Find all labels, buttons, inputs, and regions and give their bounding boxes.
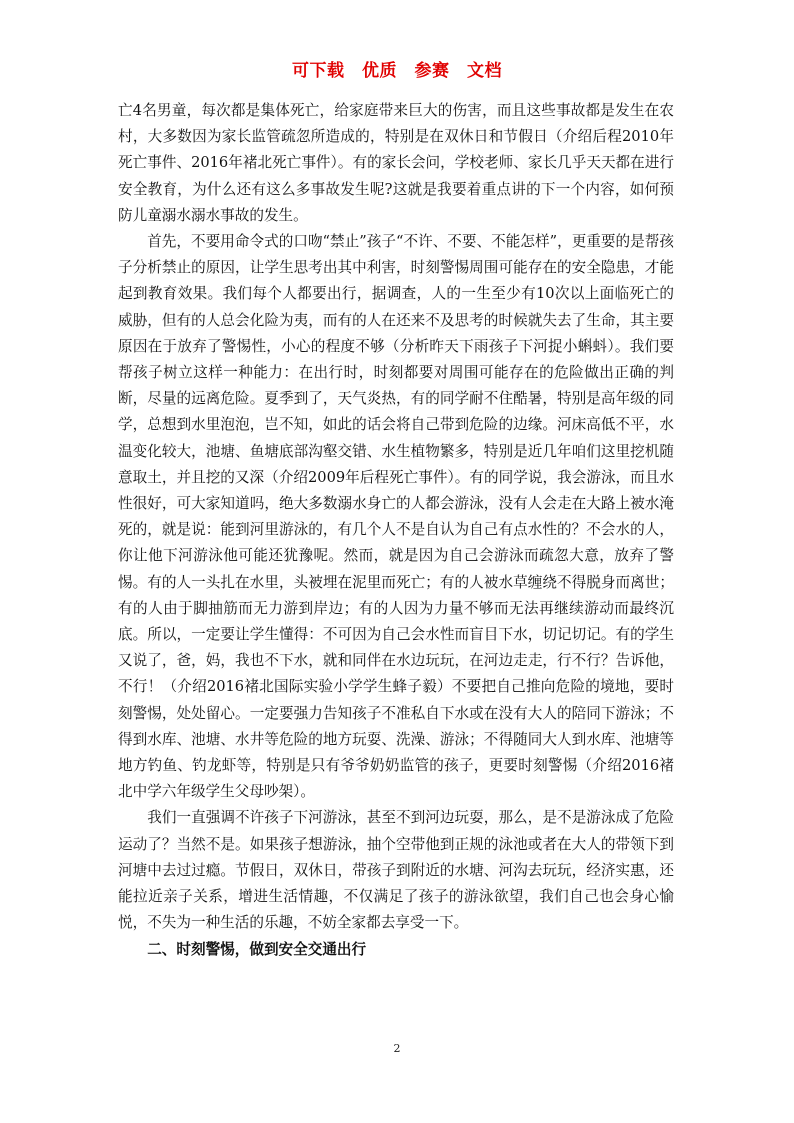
page-number: 2 xyxy=(393,1042,401,1055)
page-header-banner: 可下载 优质 参赛 文档 xyxy=(292,61,502,81)
paragraph-1: 亡4名男童，每次都是集体死亡，给家庭带来巨大的伤害，而且这些事故都是发生在农村，大多数因为家长监管疏忽所造成的，特别是在双休日和节假日（介绍后程2010年死亡事件、2016年褚北死亡事件）。有的家长会问，学校老师、家长几乎天天都在进行安全教育，为什么还有这么多事故发生呢?这就是我要着重点讲的下一个内容，如何预防儿童溺水溺水事故的发生。 xyxy=(118,102,674,224)
paragraph-3: 我们一直强调不许孩子下河游泳，甚至不到河边玩耍，那么，是不是游泳成了危险运动了？当然不是。如果孩子想游泳，抽个空带他到正规的泳池或者在大人的带领下到河塘中去过过瘾。节假日，双休日，带孩子到附近的水塘、河沟去玩玩，经济实惠，还能拉近亲子关系，增进生活情趣，不仅满足了孩子的游泳欲望，我们自己也会身心愉悦，不失为一种生活的乐趣，不妨全家都去享受一下。 xyxy=(118,809,674,932)
document-body xyxy=(118,98,674,963)
paragraph-2: 首先，不要用命令式的口吻“禁止”孩子“不许、不要、不能怎样”，更重要的是帮孩子分析禁止的原因，让学生思考出其中利害，时刻警惕周围可能存在的安全隐患，才能起到教育效果。我们每个人都要出行，据调查，人的一生至少有10次以上面临死亡的威胁，但有的人总会化险为夷，而有的人在还来不及思考的时候就失去了生命，其主要原因在于放弃了警惕性，小心的程度不够（分析昨天下雨孩子下河捉小蝌蚪）。我们要帮孩子树立这样一种能力：在出行时，时刻都要对周围可能存在的危险做出正确的判断，尽量的远离危险。夏季到了，天气炎热，有的同学耐不住酷暑，特别是高年级的同学，总想到水里泡泡，岂不知，如此的话会将自己带到危险的边缘。河床高低不平，水温变化较大，池塘、鱼塘底部沟壑交错、水生植物繁多，特别是近几年咱们这里挖机随意取土，并且挖的又深（介绍2009年后程死亡事件）。有的同学说，我会游泳，而且水性很好，可大家知道吗，绝大多数溺水身亡的人都会游泳，没有人会走在大路上被水淹死的，就是说：能到河里游泳的，有几个人不是自认为自己有点水性的？不会水的人，你让他下河游泳他可能还犹豫呢。然而，就是因为自己会游泳而疏忽大意，放弃了警惕。有的人一头扎在水里，头被埋在泥里而死亡；有的人被水草缠绕不得脱身而离世；有的人由于脚抽筋而无力游到岸边；有的人因为力量不够而无法再继续游动而最终沉底。所以，一定要让学生懂得：不可因为自己会水性而盲目下水，切记切记。有的学生又说了，爸，妈，我也不下水，就和同伴在水边玩玩，在河边走走，行不行？告诉他，不行！（介绍2016褚北国际实验小学学生蜂子毅）不要把自己推向危险的境地，要时刻警惕，处处留心。一定要强力告知孩子不准私自下水或在没有大人的陪同下游泳；不得到水库、池塘、水井等危险的地方玩耍、洗澡、游泳；不得随同大人到水库、池塘等地方钓鱼、钓龙虾等，特别是只有爷爷奶奶监管的孩子，更要时刻警惕（介绍2016褚北中学六年级学生父母吵架）。 xyxy=(118,233,674,801)
section-heading: 二、时刻警惕，做到安全交通出行 xyxy=(147,940,367,958)
